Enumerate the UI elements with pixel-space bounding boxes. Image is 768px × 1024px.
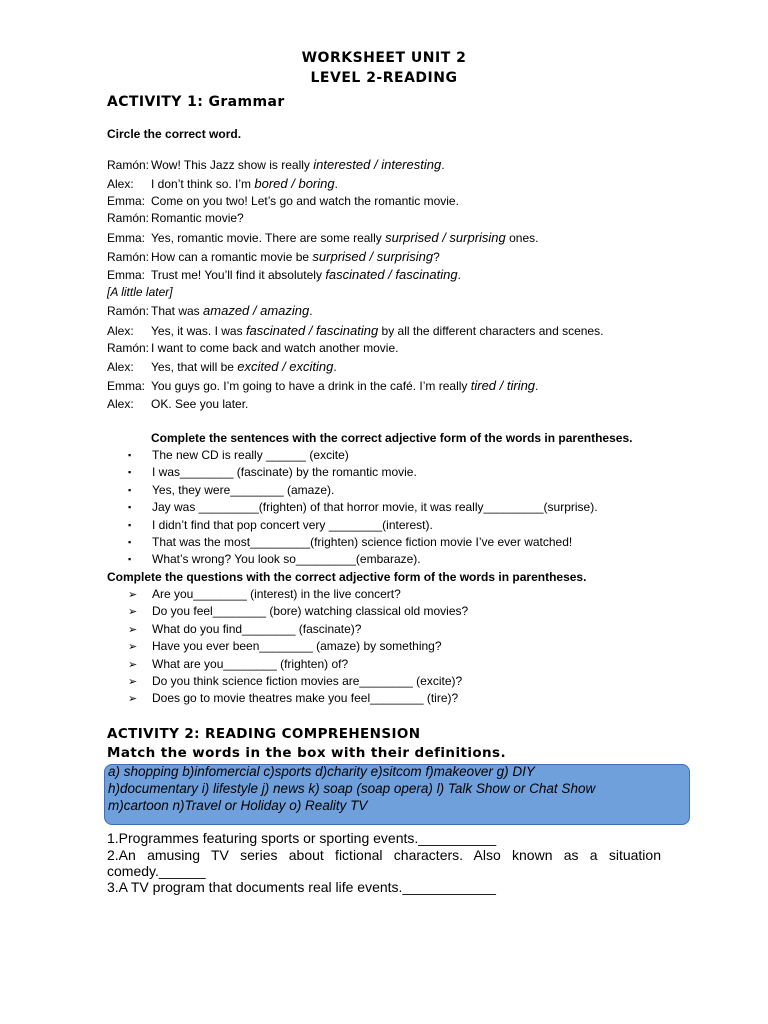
arrow-bullet-icon: ➢ [128, 623, 138, 636]
dialogue-line [107, 358, 337, 376]
speaker-name: Ramón: [107, 250, 150, 264]
question-item [128, 621, 361, 639]
dialogue-line [107, 175, 338, 193]
question-item [128, 690, 458, 708]
word-choice[interactable]: bored / boring [254, 176, 335, 191]
sentence-item [128, 482, 334, 500]
activity2-instruction: Match the words in the box with their definitions. [107, 745, 506, 761]
dialogue-text: Come on you two! Let’s go and watch the romantic movie. [151, 194, 459, 208]
bullet-square-icon: ▪ [128, 537, 132, 547]
complete-sentences-heading: Complete the sentences with the correct adjective form of the words in parentheses. [151, 431, 633, 445]
question-text: What are you________ (frighten) of? [152, 656, 349, 671]
bullet-square-icon: ▪ [128, 502, 132, 513]
dialogue-text: OK. See you later. [151, 397, 249, 411]
word-box-line: a) shopping b)infomercial c)sports d)charity e)sitcom f)makeover g) DIY [108, 764, 535, 779]
bullet-square-icon: ▪ [128, 554, 132, 565]
dialogue-line [107, 377, 538, 395]
word-box-line: h)documentary i) lifestyle j) news k) soap (soap opera) l) Talk Show or Chat Show [108, 781, 596, 796]
dialogue-line [107, 156, 445, 174]
sentence-text: That was the most_________(frighten) science fiction movie I’ve ever watched! [152, 535, 573, 549]
sentence-text: I didn’t find that pop concert very ________(interest). [152, 517, 433, 532]
activity2-heading: ACTIVITY 2: READING COMPREHENSION [107, 726, 421, 742]
dialogue-line [107, 302, 313, 320]
question-text: Do you feel________ (bore) watching classical old movies? [152, 604, 469, 619]
dialogue-text: How can a romantic movie be [151, 250, 313, 264]
speaker-name: Emma: [107, 379, 146, 393]
worksheet-level: LEVEL 2-READING [310, 70, 458, 86]
question-item [128, 586, 401, 604]
dialogue-text-end: . [309, 304, 313, 318]
word-choice[interactable]: tired / tiring [470, 378, 536, 393]
speaker-name: Alex: [107, 397, 134, 411]
arrow-bullet-icon: ➢ [128, 589, 138, 601]
arrow-bullet-icon: ➢ [128, 658, 138, 671]
question-item [128, 673, 462, 691]
activity1-heading: ACTIVITY 1: Grammar [107, 94, 285, 110]
speaker-name: Emma: [107, 268, 146, 282]
question-item [128, 603, 468, 621]
sentence-item [128, 499, 598, 517]
speaker-name: Ramón: [107, 304, 150, 318]
bullet-square-icon: ▪ [128, 519, 132, 530]
question-text: Have you ever been________ (amaze) by something? [152, 639, 442, 654]
arrow-bullet-icon: ➢ [128, 676, 138, 688]
sentence-item [128, 447, 349, 465]
speaker-name: Ramón: [107, 158, 150, 172]
sentence-item [128, 534, 572, 552]
speaker-name: Emma: [107, 231, 146, 245]
dialogue-line [107, 396, 248, 413]
dialogue-text: Romantic movie? [151, 211, 244, 225]
sentence-item [128, 464, 417, 482]
dialogue-line [107, 266, 461, 284]
dialogue-text-end: . [457, 268, 461, 282]
dialogue-line [107, 210, 244, 227]
speaker-name: Ramón: [107, 341, 150, 355]
sentence-text: The new CD is really ______ (excite) [152, 448, 349, 462]
word-choice[interactable]: surprised / surprising [312, 249, 434, 264]
sentence-text: Yes, they were________ (amaze). [152, 482, 335, 497]
dialogue-text: I want to come back and watch another movie. [151, 341, 399, 355]
question-text: Does go to movie theatres make you feel________ (tire)? [152, 691, 459, 706]
sentence-text: What’s wrong? You look so_________(embaraze). [152, 552, 421, 567]
dialogue-text-end: by all the different characters and scenes. [378, 324, 604, 338]
dialogue-text: Yes, romantic movie. There are some really [151, 231, 386, 245]
sentence-text: Jay was _________(frighten) of that horror movie, it was really_________(surprise). [152, 500, 598, 515]
sentence-item [128, 517, 433, 535]
worksheet-title: WORKSHEET UNIT 2 [301, 50, 467, 66]
dialogue-text-end: . [333, 360, 337, 374]
stage-direction: [A little later] [107, 285, 173, 299]
dialogue-text: Trust me! You’ll find it absolutely [151, 268, 326, 282]
question-text: Are you________ (interest) in the live concert? [152, 587, 401, 601]
definition-3: 3.A TV program that documents real life events.____________ [107, 879, 496, 895]
sentence-text: I was________ (fascinate) by the romantic movie. [152, 465, 417, 480]
bullet-square-icon: ▪ [128, 467, 132, 478]
dialogue-text: Wow! This Jazz show is really [151, 158, 314, 172]
dialogue-text: Yes, it was. I was [151, 324, 246, 338]
dialogue-line [107, 193, 459, 210]
dialogue-line [107, 322, 603, 340]
definition-2: 2.An amusing TV series about fictional characters. Also known as a situation [107, 847, 661, 863]
definition-2-cont: comedy.______ [107, 863, 206, 879]
speaker-name: Alex: [107, 324, 134, 338]
dialogue-text: That was [151, 304, 204, 318]
arrow-bullet-icon: ➢ [128, 693, 138, 706]
word-box-line: m)cartoon n)Travel or Holiday o) Reality TV [108, 798, 368, 813]
dialogue-text: I don’t think so. I’m [151, 177, 255, 191]
arrow-bullet-icon: ➢ [128, 641, 138, 654]
dialogue-line [107, 284, 173, 301]
word-choice[interactable]: surprised / surprising [385, 230, 506, 245]
dialogue-text-end: . [334, 177, 338, 191]
bullet-square-icon: ▪ [128, 484, 132, 495]
dialogue-line [107, 340, 398, 357]
speaker-name: Emma: [107, 194, 146, 208]
bullet-square-icon: ▪ [128, 450, 132, 460]
dialogue-text-end: . [441, 158, 445, 172]
definition-1: 1.Programmes featuring sports or sporting events.__________ [107, 830, 497, 846]
question-item [128, 656, 348, 674]
dialogue-line [107, 229, 538, 247]
word-choice[interactable]: amazed / amazing [203, 303, 310, 318]
activity1-instruction: Circle the correct word. [107, 127, 242, 141]
word-choice[interactable]: fascinated / fascinating [245, 323, 379, 338]
dialogue-text-end: ones. [505, 231, 539, 245]
question-text: Do you think science fiction movies are________ (excite)? [152, 674, 463, 688]
question-item [128, 638, 442, 656]
dialogue-line [107, 248, 440, 266]
word-choice[interactable]: fascinated / fascinating [325, 267, 458, 282]
dialogue-text: Yes, that will be [151, 360, 238, 374]
dialogue-text: You guys go. I’m going to have a drink in the café. I’m really [151, 379, 471, 393]
word-choice[interactable]: excited / exciting [237, 359, 334, 374]
sentence-item [128, 551, 421, 569]
dialogue-text-end: . [535, 379, 539, 393]
speaker-name: Ramón: [107, 211, 150, 225]
speaker-name: Alex: [107, 360, 134, 374]
question-text: What do you find________ (fascinate)? [152, 621, 362, 636]
complete-questions-heading: Complete the questions with the correct adjective form of the words in parentheses. [107, 570, 587, 584]
speaker-name: Alex: [107, 177, 134, 191]
word-choice[interactable]: interested / interesting [313, 157, 442, 172]
dialogue-text-end: ? [433, 250, 440, 264]
arrow-bullet-icon: ➢ [128, 606, 138, 619]
